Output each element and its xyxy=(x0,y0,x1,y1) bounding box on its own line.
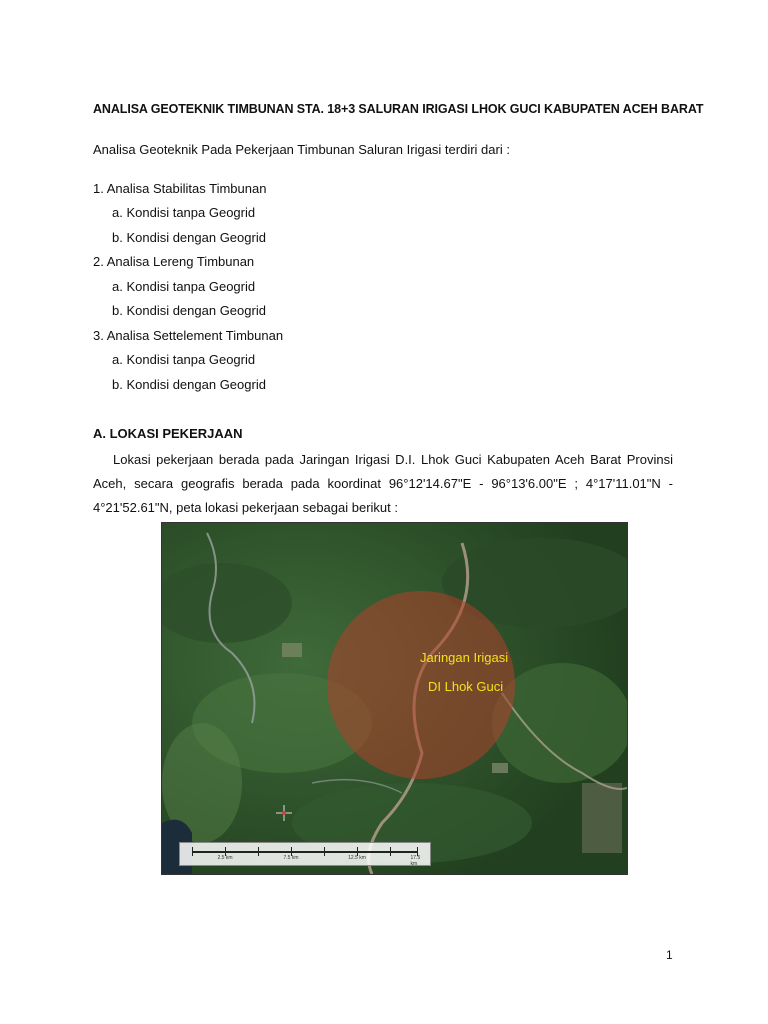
satellite-imagery xyxy=(162,523,627,874)
list-item-3a: a. Kondisi tanpa Geogrid xyxy=(112,352,256,367)
document-title: ANALISA GEOTEKNIK TIMBUNAN STA. 18+3 SALURAN IRIGASI LHOK GUCI KABUPATEN ACEH BARAT xyxy=(93,102,704,116)
list-item-3: 3. Analisa Settelement Timbunan xyxy=(93,328,284,343)
page-number: 1 xyxy=(666,948,673,962)
list-item-3b: b. Kondisi dengan Geogrid xyxy=(112,377,266,392)
map-label-lhok-guci: DI Lhok Guci xyxy=(428,679,504,694)
scale-label: 17.5 km xyxy=(410,855,421,867)
map-scale-bar xyxy=(179,842,431,866)
list-item-2: 2. Analisa Lereng Timbunan xyxy=(93,254,255,269)
map-label-jaringan: Jaringan Irigasi xyxy=(420,650,509,665)
intro-text: Analisa Geoteknik Pada Pekerjaan Timbunan Saluran Irigasi terdiri dari : xyxy=(93,142,510,157)
scale-label: 2.5 km xyxy=(217,855,233,861)
list-item-1b: b. Kondisi dengan Geogrid xyxy=(112,230,266,245)
list-item-1a: a. Kondisi tanpa Geogrid xyxy=(112,205,256,220)
section-a-heading: A. LOKASI PEKERJAAN xyxy=(93,426,243,441)
list-item-2a: a. Kondisi tanpa Geogrid xyxy=(112,279,256,294)
scale-label: 7.5 km xyxy=(283,855,299,861)
list-item-2b: b. Kondisi dengan Geogrid xyxy=(112,303,266,318)
location-map xyxy=(161,522,628,875)
section-a-paragraph: Lokasi pekerjaan berada pada Jaringan Irigasi D.I. Lhok Guci Kabupaten Aceh Barat Provinsi Aceh, secara geografis berada pada koordinat 96°12'14.67"E - 96°13'6.00"E ; 4°17'11.01"N - 4°21'52.61"N, peta lokasi pekerjaan sebagai berikut : xyxy=(93,452,673,515)
scale-label: 12.5 km xyxy=(348,855,366,861)
list-item-1: 1. Analisa Stabilitas Timbunan xyxy=(93,181,267,196)
